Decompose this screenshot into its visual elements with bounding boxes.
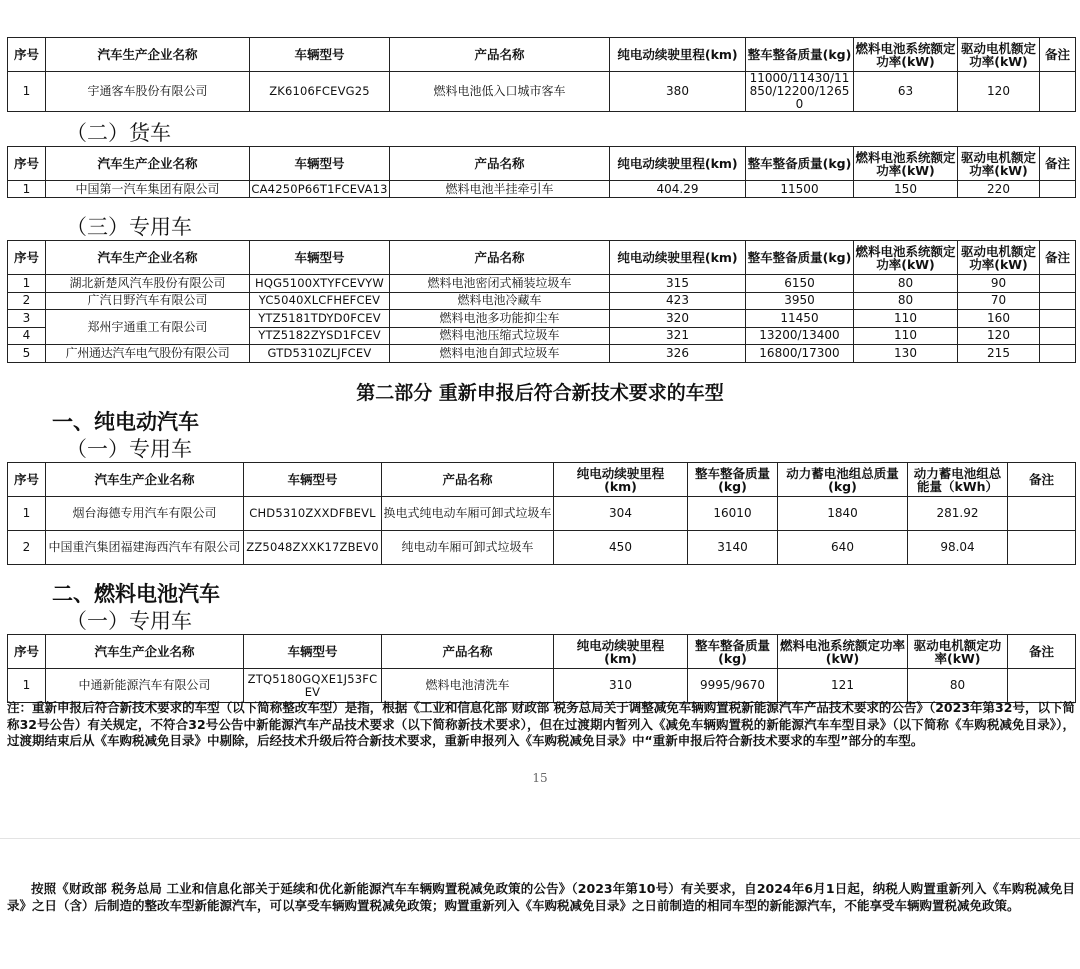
header-cell: 燃料电池系统额定功率(kW) bbox=[854, 38, 958, 72]
cell: 321 bbox=[610, 327, 746, 345]
cell: 160 bbox=[958, 310, 1040, 328]
cell: 6150 bbox=[746, 275, 854, 293]
table-row bbox=[8, 275, 1076, 293]
fuel-cell-truck-table bbox=[7, 146, 1076, 198]
policy-footnote: 按照《财政部 税务总局 工业和信息化部关于延续和优化新能源汽车车辆购置税减免政策的公告》（2023年第10号）有关要求，自2024年6月1日起，纳税人购置重新列入《车购税减免目录》之日（含）后制造的整改车型新能源汽车，可以享受车辆购置税减免政策；购置重新列入《车购税减免目录》之日前制造的相同车型的新能源汽车，不能享受车辆购置税减免政策。 bbox=[7, 881, 1075, 913]
cell: 281.92 bbox=[908, 497, 1008, 531]
cell: 304 bbox=[554, 497, 688, 531]
header-cell: 产品名称 bbox=[390, 241, 610, 275]
cell: CHD5310ZXXDFBEVL bbox=[244, 497, 382, 531]
cell: 310 bbox=[554, 669, 688, 703]
table-header-row bbox=[8, 38, 1076, 72]
cell: 宇通客车股份有限公司 bbox=[46, 72, 250, 112]
cell: 燃料电池低入口城市客车 bbox=[390, 72, 610, 112]
header-cell: 动力蓄电池组总能量（kWh） bbox=[908, 463, 1008, 497]
cell: 燃料电池半挂牵引车 bbox=[390, 181, 610, 198]
cell: ZTQ5180GQXE1J53FCEV bbox=[244, 669, 382, 703]
header-cell: 燃料电池系统额定功率(kW) bbox=[854, 147, 958, 181]
cell: 16010 bbox=[688, 497, 778, 531]
fuel-cell-special-table bbox=[7, 240, 1076, 363]
part-two-title: 第二部分 重新申报后符合新技术要求的车型 bbox=[356, 382, 724, 404]
cell: 110 bbox=[854, 327, 958, 345]
cell: 2 bbox=[8, 292, 46, 310]
cell: 中国重汽集团福建海西汽车有限公司 bbox=[46, 531, 244, 565]
fcv-special-table bbox=[7, 634, 1076, 703]
cell: 9995/9670 bbox=[688, 669, 778, 703]
header-cell: 整车整备质量(kg) bbox=[746, 147, 854, 181]
cell: 3 bbox=[8, 310, 46, 328]
header-cell: 驱动电机额定功率(kW) bbox=[958, 147, 1040, 181]
cell bbox=[1008, 497, 1076, 531]
table-row bbox=[8, 531, 1076, 565]
header-cell: 序号 bbox=[8, 38, 46, 72]
cell: 换电式纯电动车厢可卸式垃圾车 bbox=[382, 497, 554, 531]
cell: 16800/17300 bbox=[746, 345, 854, 363]
cell: 1 bbox=[8, 669, 46, 703]
header-cell: 纯电动续驶里程(km) bbox=[554, 463, 688, 497]
cell: 中通新能源汽车有限公司 bbox=[46, 669, 244, 703]
cell: 湖北新楚风汽车股份有限公司 bbox=[46, 275, 250, 293]
cell bbox=[1040, 310, 1076, 328]
table-header-row bbox=[8, 463, 1076, 497]
header-cell: 汽车生产企业名称 bbox=[46, 635, 244, 669]
header-cell: 整车整备质量(kg) bbox=[746, 38, 854, 72]
cell: CA4250P66T1FCEVA13 bbox=[251, 181, 388, 196]
header-cell: 车辆型号 bbox=[244, 635, 382, 669]
cell: 中国第一汽车集团有限公司 bbox=[46, 181, 250, 198]
header-cell: 车辆型号 bbox=[244, 463, 382, 497]
heading-special-vehicle: （一）专用车 bbox=[66, 437, 192, 461]
cell: 广州通达汽车电气股份有限公司 bbox=[46, 345, 250, 363]
header-cell: 序号 bbox=[8, 635, 46, 669]
header-cell: 备注 bbox=[1040, 147, 1076, 181]
cell bbox=[1040, 72, 1076, 112]
cell bbox=[1008, 669, 1076, 703]
cell: 80 bbox=[854, 275, 958, 293]
header-cell: 序号 bbox=[8, 147, 46, 181]
cell: YTZ5182ZYSD1FCEV bbox=[250, 327, 390, 345]
cell: 110 bbox=[854, 310, 958, 328]
cell: 2 bbox=[8, 531, 46, 565]
header-cell: 汽车生产企业名称 bbox=[46, 463, 244, 497]
cell: 11000/11430/11850/12200/12650 bbox=[746, 72, 854, 112]
cell: 燃料电池压缩式垃圾车 bbox=[390, 327, 610, 345]
header-cell: 产品名称 bbox=[390, 147, 610, 181]
cell: HQG5100XTYFCEVYW bbox=[250, 275, 390, 293]
header-cell: 产品名称 bbox=[382, 635, 554, 669]
header-cell: 整车整备质量(kg) bbox=[746, 241, 854, 275]
section-bev-heading: 一、纯电动汽车 bbox=[52, 410, 199, 434]
cell: 80 bbox=[908, 669, 1008, 703]
heading-special-vehicle: （一）专用车 bbox=[66, 609, 192, 633]
table-row bbox=[8, 345, 1076, 363]
cell: 640 bbox=[778, 531, 908, 565]
header-cell: 整车整备质量(kg) bbox=[688, 463, 778, 497]
cell bbox=[1040, 327, 1076, 345]
cell: 烟台海德专用汽车有限公司 bbox=[46, 497, 244, 531]
header-cell: 备注 bbox=[1040, 241, 1076, 275]
bev-special-table bbox=[7, 462, 1076, 565]
header-cell: 汽车生产企业名称 bbox=[46, 147, 250, 181]
header-cell: 燃料电池系统额定功率(kW) bbox=[854, 241, 958, 275]
heading-truck: （二）货车 bbox=[66, 121, 171, 145]
cell: 120 bbox=[958, 327, 1040, 345]
cell: 63 bbox=[854, 72, 958, 112]
note-paragraph: 注：重新申报后符合新技术要求的车型（以下简称整改车型）是指，根据《工业和信息化部 财政部 税务总局关于调整减免车辆购置税新能源汽车产品技术要求的公告》（2023年第32号，以下简称32号公告）有关规定，不符合32号公告中新能源汽车产品技术要求（以下简称新技术要求），但在过渡期内暂列入《减免车辆购置税的新能源汽车车型目录》（以下简称《车购税减免目录》），过渡期结束后从《车购税减免目录》中剔除，后经技术升级后符合新技术要求，重新申报列入《车购税减免目录》中“重新申报后符合新技术要求的车型”部分的车型。 bbox=[7, 700, 1075, 748]
header-cell: 驱动电机额定功率(kW) bbox=[958, 241, 1040, 275]
header-cell: 纯电动续驶里程(km) bbox=[610, 38, 746, 72]
cell: 燃料电池冷藏车 bbox=[390, 292, 610, 310]
table-row bbox=[8, 497, 1076, 531]
header-cell: 产品名称 bbox=[382, 463, 554, 497]
header-cell: 产品名称 bbox=[390, 38, 610, 72]
header-cell: 驱动电机额定功率(kW) bbox=[958, 38, 1040, 72]
header-cell: 汽车生产企业名称 bbox=[46, 38, 250, 72]
table-header-row bbox=[8, 147, 1076, 181]
cell: 315 bbox=[610, 275, 746, 293]
header-cell: 纯电动续驶里程(km) bbox=[554, 635, 688, 669]
header-cell: 驱动电机额定功率(kW) bbox=[908, 635, 1008, 669]
header-cell: 整车整备质量(kg) bbox=[688, 635, 778, 669]
cell: 1 bbox=[8, 275, 46, 293]
header-cell: 序号 bbox=[8, 463, 46, 497]
page-divider bbox=[0, 838, 1080, 839]
cell: 90 bbox=[958, 275, 1040, 293]
cell: 燃料电池多功能抑尘车 bbox=[390, 310, 610, 328]
table-row bbox=[8, 292, 1076, 310]
cell: 215 bbox=[958, 345, 1040, 363]
cell bbox=[1040, 275, 1076, 293]
table-row bbox=[8, 181, 1076, 198]
table-row bbox=[8, 310, 1076, 328]
cell bbox=[1040, 345, 1076, 363]
cell: 1 bbox=[8, 181, 46, 198]
section-fcv-heading: 二、燃料电池汽车 bbox=[52, 582, 220, 606]
table-row bbox=[8, 669, 1076, 703]
header-cell: 序号 bbox=[8, 241, 46, 275]
cell: ZK6106FCEVG25 bbox=[250, 72, 390, 112]
cell: 13200/13400 bbox=[746, 327, 854, 345]
cell: 130 bbox=[854, 345, 958, 363]
cell: 5 bbox=[8, 345, 46, 363]
header-cell: 备注 bbox=[1008, 463, 1076, 497]
cell bbox=[1008, 531, 1076, 565]
cell: 423 bbox=[610, 292, 746, 310]
header-cell: 汽车生产企业名称 bbox=[46, 241, 250, 275]
header-cell: 燃料电池系统额定功率(kW) bbox=[778, 635, 908, 669]
cell: 1 bbox=[8, 497, 46, 531]
cell: 404.29 bbox=[610, 181, 746, 198]
cell: 4 bbox=[8, 327, 46, 345]
cell: 121 bbox=[778, 669, 908, 703]
cell: 燃料电池清洗车 bbox=[382, 669, 554, 703]
table-header-row bbox=[8, 241, 1076, 275]
cell: 3140 bbox=[688, 531, 778, 565]
cell: 3950 bbox=[746, 292, 854, 310]
cell: 450 bbox=[554, 531, 688, 565]
header-cell: 车辆型号 bbox=[250, 38, 390, 72]
header-cell: 纯电动续驶里程(km) bbox=[610, 147, 746, 181]
header-cell: 车辆型号 bbox=[250, 241, 390, 275]
cell: 11500 bbox=[746, 181, 854, 198]
cell: 郑州宇通重工有限公司 bbox=[46, 310, 250, 345]
cell: 220 bbox=[958, 181, 1040, 198]
header-cell: 动力蓄电池组总质量(kg) bbox=[778, 463, 908, 497]
cell: 98.04 bbox=[908, 531, 1008, 565]
cell: 320 bbox=[610, 310, 746, 328]
cell: 1 bbox=[8, 72, 46, 112]
cell: 70 bbox=[958, 292, 1040, 310]
cell: 11450 bbox=[746, 310, 854, 328]
page-number: 15 bbox=[532, 771, 548, 785]
cell: 326 bbox=[610, 345, 746, 363]
cell: 广汽日野汽车有限公司 bbox=[46, 292, 250, 310]
header-cell: 车辆型号 bbox=[250, 147, 390, 181]
cell: 燃料电池密闭式桶装垃圾车 bbox=[390, 275, 610, 293]
cell: GTD5310ZLJFCEV bbox=[250, 345, 390, 363]
cell: 纯电动车厢可卸式垃圾车 bbox=[382, 531, 554, 565]
cell: YTZ5181TDYD0FCEV bbox=[250, 310, 390, 328]
cell: 1840 bbox=[778, 497, 908, 531]
cell: 150 bbox=[854, 181, 958, 198]
cell: YC5040XLCFHEFCEV bbox=[250, 292, 390, 310]
fuel-cell-bus-table bbox=[7, 37, 1076, 112]
cell: 380 bbox=[610, 72, 746, 112]
header-cell: 备注 bbox=[1008, 635, 1076, 669]
header-cell: 纯电动续驶里程(km) bbox=[610, 241, 746, 275]
header-cell: 备注 bbox=[1040, 38, 1076, 72]
cell: 燃料电池自卸式垃圾车 bbox=[390, 345, 610, 363]
cell: ZZ5048ZXXK17ZBEV0 bbox=[244, 531, 382, 565]
cell bbox=[1040, 292, 1076, 310]
cell: 80 bbox=[854, 292, 958, 310]
table-row bbox=[8, 72, 1076, 112]
cell: 120 bbox=[958, 72, 1040, 112]
table-header-row bbox=[8, 635, 1076, 669]
cell bbox=[1040, 181, 1076, 198]
heading-special-vehicle: （三）专用车 bbox=[66, 215, 192, 239]
